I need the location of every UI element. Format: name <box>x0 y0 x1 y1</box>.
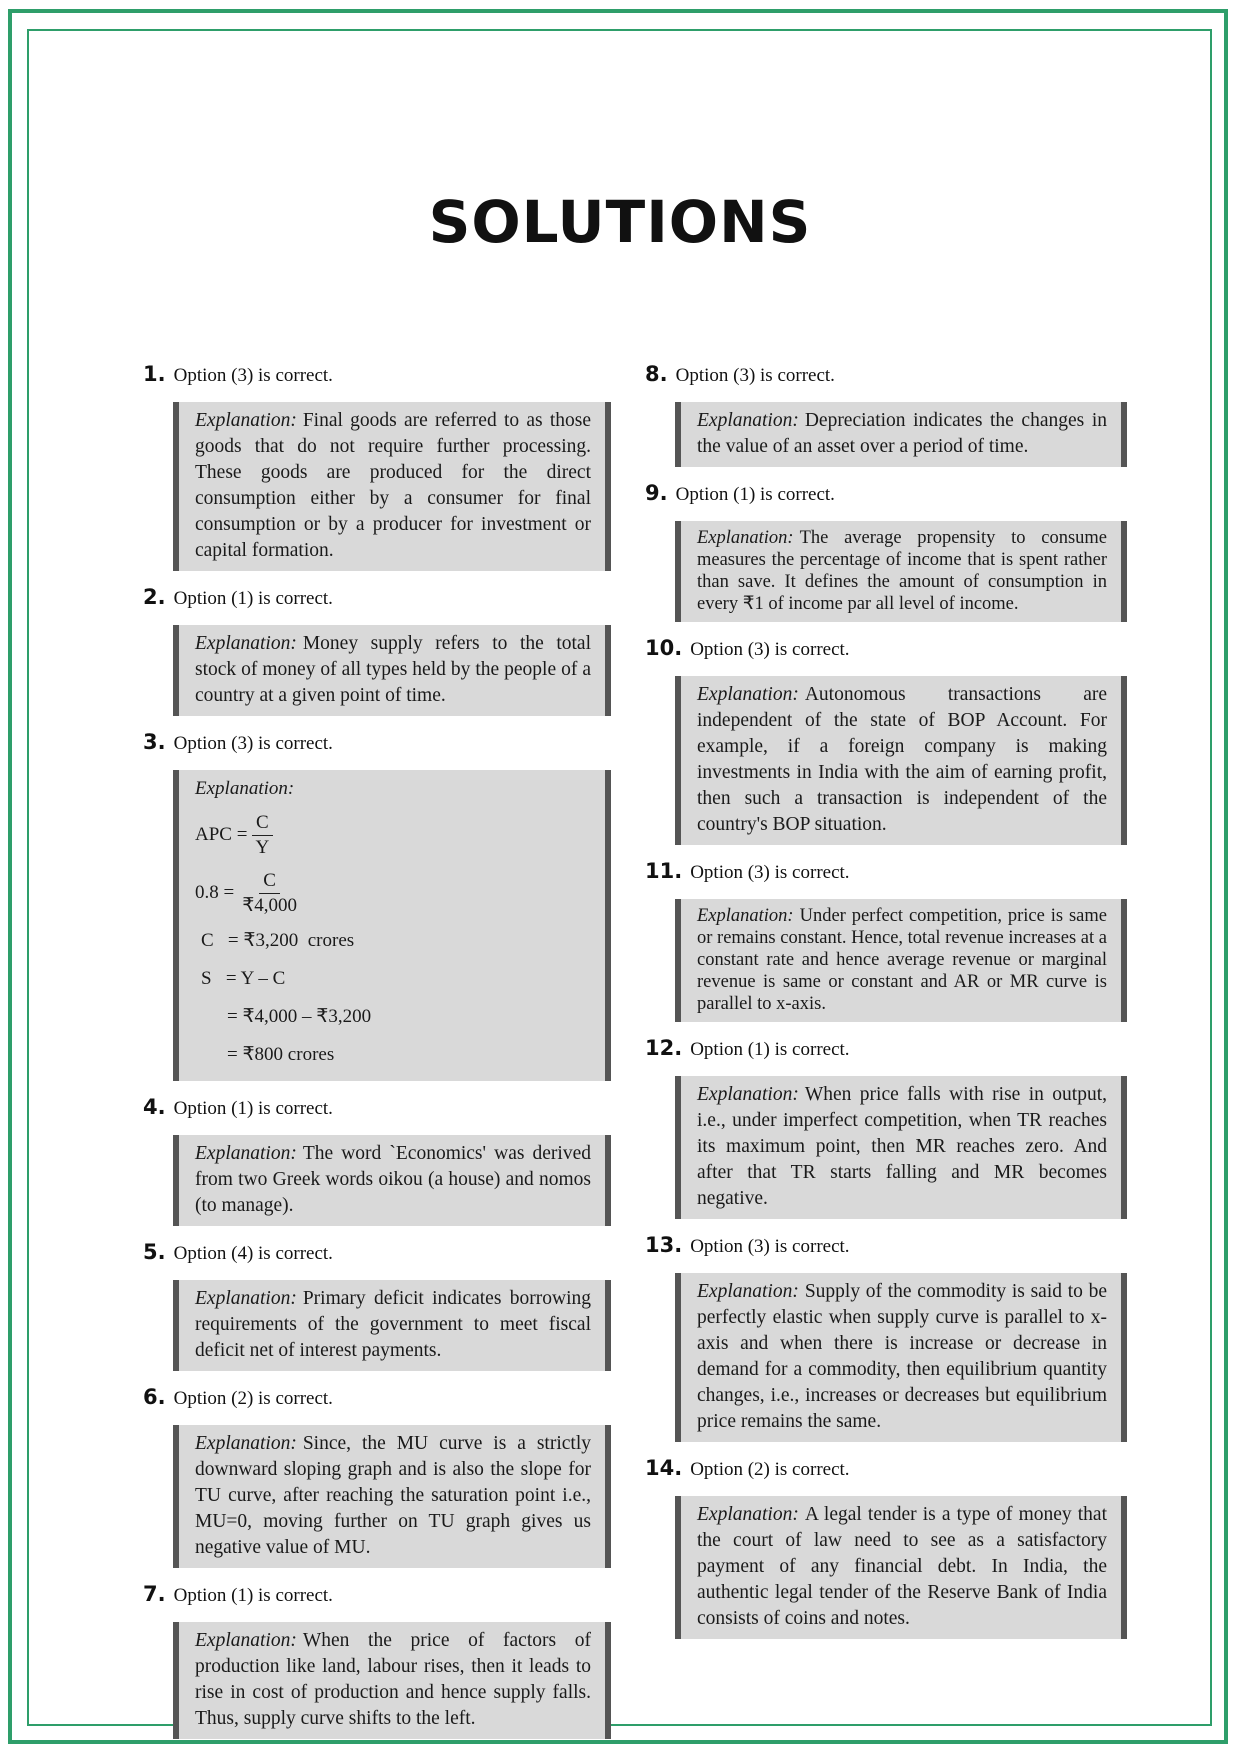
fraction <box>238 869 301 918</box>
equation-line: C = ₹3,200 crores <box>201 930 355 951</box>
answer-text: Option (1) is correct. <box>690 1039 850 1060</box>
explanation-label: Explanation: <box>697 1084 799 1105</box>
solution-5 <box>143 1240 611 1371</box>
answer-text: Option (3) is correct. <box>690 862 850 883</box>
denominator: ₹4,000 <box>242 894 298 916</box>
explanation-text: When price falls with rise in output, i.e., under imperfect competition, when TR reaches its maximum point, then MR reaches zero. And after that TR starts falling and MR becomes negative. <box>697 1084 1107 1209</box>
explanation-label: Explanation: <box>195 1630 297 1651</box>
explanation-box <box>173 1622 611 1739</box>
explanation-label: Explanation: <box>697 1504 799 1525</box>
answer-text: Option (2) is correct. <box>173 1388 333 1409</box>
explanation-box <box>173 402 611 571</box>
equation-lhs: 0.8 = <box>195 882 235 903</box>
explanation-text: Autonomous transactions are independent of the state of BOP Account. For example, if a foreign company is making investments in India with the aim of earning profit, then such a transaction is independent of the country's BOP situation. <box>697 684 1107 835</box>
explanation-text: Depreciation indicates the changes in the value of an asset over a period of time. <box>697 410 1107 457</box>
explanation-box <box>675 402 1127 467</box>
explanation-text: A legal tender is a type of money that the court of law need to see as a satisfactory payment of any financial debt. In India, the authentic legal tender of the Reserve Bank of India consists of coins and notes. <box>697 1504 1107 1629</box>
explanation-text: Under perfect competition, price is same or remains constant. Hence, total revenue increases at a constant rate and hence average revenue or marginal revenue is same or constant and AR or MR curve is parallel to x-axis. <box>697 906 1107 1014</box>
answer-text: Option (1) is correct. <box>173 588 333 609</box>
solution-10 <box>645 636 1127 845</box>
explanation-text: Primary deficit indicates borrowing requirements of the government to meet fiscal deficit net of interest payments. <box>195 1288 591 1361</box>
answer-text: Option (3) is correct. <box>690 1236 850 1257</box>
answer-text: Option (4) is correct. <box>173 1243 333 1264</box>
question-number: 2. <box>143 585 166 609</box>
answer-text: Option (1) is correct. <box>173 1585 333 1606</box>
solution-11 <box>645 859 1127 1022</box>
equation-line: = ₹4,000 – ₹3,200 <box>227 1006 372 1027</box>
explanation-label: Explanation: <box>195 778 295 799</box>
question-number: 11. <box>645 859 683 883</box>
question-number: 6. <box>143 1385 166 1409</box>
explanation-text: The word `Economics' was derived from two Greek words oikou (a house) and nomos (to manage). <box>195 1143 591 1216</box>
solution-9 <box>645 481 1127 622</box>
right-column <box>645 362 1127 1653</box>
explanation-box <box>173 1425 611 1568</box>
fraction <box>251 811 273 860</box>
question-number: 13. <box>645 1233 683 1257</box>
question-number: 5. <box>143 1240 166 1264</box>
explanation-label: Explanation: <box>697 684 799 705</box>
explanation-box <box>173 1280 611 1371</box>
answer-text: Option (2) is correct. <box>690 1459 850 1480</box>
answer-text: Option (1) is correct. <box>675 484 835 505</box>
explanation-text: The average propensity to consume measures the percentage of income that is spent rather than save. It defines the amount of consumption in every ₹1 of income par all level of income. <box>697 528 1107 614</box>
equation-apc <box>195 806 591 864</box>
explanation-text: Money supply refers to the total stock of money of all types held by the people of a country at a given point of time. <box>195 633 591 706</box>
solution-7 <box>143 1582 611 1739</box>
explanation-label: Explanation: <box>697 1281 799 1302</box>
question-number: 1. <box>143 362 166 386</box>
question-number: 4. <box>143 1095 166 1119</box>
numerator: C <box>252 811 273 836</box>
question-number: 3. <box>143 730 166 754</box>
explanation-label: Explanation: <box>195 1433 297 1454</box>
denominator: Y <box>255 836 270 858</box>
solution-6 <box>143 1385 611 1568</box>
solution-4 <box>143 1095 611 1226</box>
question-number: 14. <box>645 1456 683 1480</box>
explanation-label: Explanation: <box>697 906 794 926</box>
explanation-label: Explanation: <box>697 410 799 431</box>
explanation-box <box>675 1496 1127 1639</box>
explanation-box <box>675 521 1127 622</box>
equation-line: S = Y – C <box>201 968 286 989</box>
answer-text: Option (1) is correct. <box>173 1098 333 1119</box>
numerator: C <box>259 869 280 894</box>
question-number: 10. <box>645 636 683 660</box>
solution-1 <box>143 362 611 571</box>
explanation-label: Explanation: <box>195 410 297 431</box>
solution-14 <box>645 1456 1127 1639</box>
explanation-text: Final goods are referred to as those goods that do not require further processing. These goods are produced for the direct consumption either by a consumer for final consumption or by a producer for investment or capital formation. <box>195 410 591 561</box>
explanation-label: Explanation: <box>195 633 297 654</box>
answer-text: Option (3) is correct. <box>173 365 333 386</box>
explanation-box <box>173 1135 611 1226</box>
solution-3 <box>143 730 611 1081</box>
explanation-text: Since, the MU curve is a strictly downward sloping graph and is also the slope for TU curve, after reaching the saturation point i.e., MU=0, moving further on TU graph gives us negative value of MU. <box>195 1433 591 1558</box>
equation-lhs: APC = <box>195 824 248 845</box>
explanation-box <box>675 676 1127 845</box>
answer-text: Option (3) is correct. <box>675 365 835 386</box>
question-number: 8. <box>645 362 668 386</box>
explanation-label: Explanation: <box>195 1143 297 1164</box>
left-column <box>143 362 611 1753</box>
solution-12 <box>645 1036 1127 1219</box>
question-number: 9. <box>645 481 668 505</box>
solution-13 <box>645 1233 1127 1442</box>
question-number: 7. <box>143 1582 166 1606</box>
explanation-box <box>675 899 1127 1022</box>
explanation-box <box>173 625 611 716</box>
explanation-text: When the price of factors of production like land, labour rises, then it leads to rise in cost of production and hence supply falls. Thus, supply curve shifts to the left. <box>195 1630 591 1729</box>
explanation-box <box>173 770 611 1081</box>
explanation-box <box>675 1076 1127 1219</box>
explanation-text: Supply of the commodity is said to be perfectly elastic when supply curve is parallel to x-axis and when there is increase or decrease in demand for a commodity, then equilibrium quantity changes, i.e., increases or decreases but equilibrium price remains the same. <box>697 1281 1107 1432</box>
answer-text: Option (3) is correct. <box>173 733 333 754</box>
explanation-label: Explanation: <box>195 1288 297 1309</box>
explanation-box <box>675 1273 1127 1442</box>
page-title: SOLUTIONS <box>428 188 812 256</box>
equation-line: = ₹800 crores <box>227 1044 335 1065</box>
equation-value <box>195 864 591 922</box>
question-number: 12. <box>645 1036 683 1060</box>
solution-2 <box>143 585 611 716</box>
answer-text: Option (3) is correct. <box>690 639 850 660</box>
explanation-label: Explanation: <box>697 528 794 548</box>
solution-8 <box>645 362 1127 467</box>
